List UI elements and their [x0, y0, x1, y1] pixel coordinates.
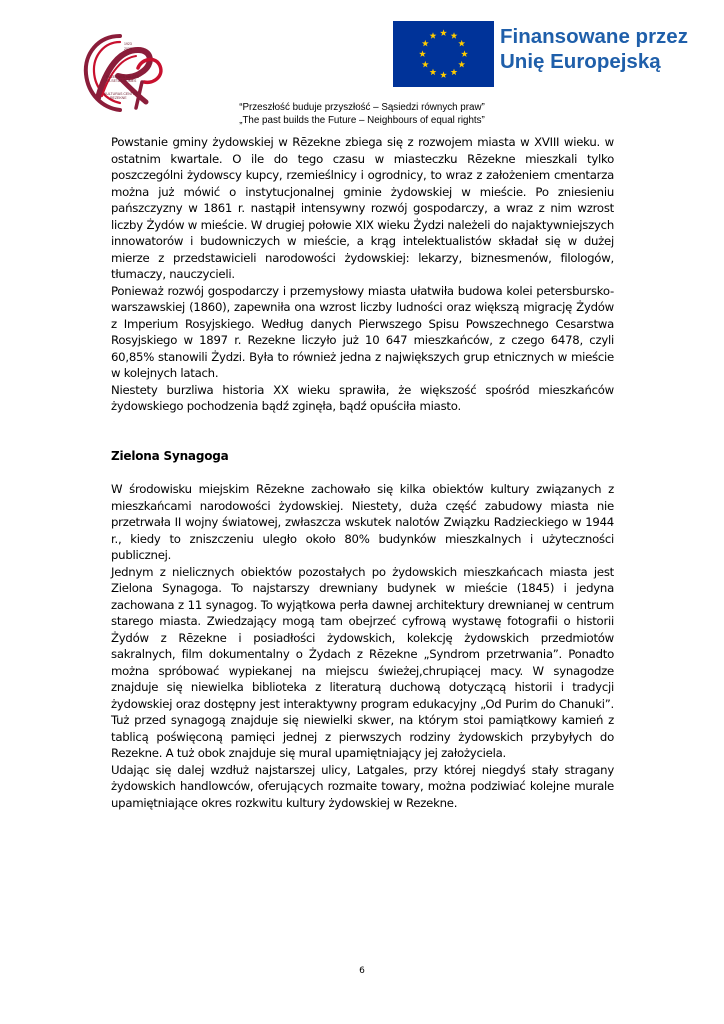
eu-star-icon: [451, 32, 458, 39]
eu-star-icon: [419, 50, 426, 57]
eu-star-icon: [440, 29, 447, 36]
body-text: [111, 134, 614, 811]
eu-star-icon: [430, 32, 437, 39]
eu-funding-line-2: Unię Europejską: [500, 50, 661, 73]
eu-star-icon: [461, 50, 468, 57]
paragraph: Jednym z nielicznych obiektów pozostałych po żydowskich mieszkańcach miasta jest Zielona Synagoga. To najstarszy drewniany budynek w mieście (1845) i jedyna zachowana z 11 synagog. To wyjątkowa perła dawnej architektury drewnianej w centrum starego miasta. Zwiedzający mogą tam obejrzeć cyfrową wystawę fotografii o historii Żydów z Rēzekne i posiadłości żydowskich, kolekcję żydowskich przedmiotów sakralnych, film dokumentalny o Żydach z Rēzekne „Syndrom przetrwania”. Ponadto można spróbować wypiekanej na miejscu świeżej,chrupiącej macy. W synagodze znajduje się niewielka biblioteka z literaturą duchową dotyczącą historii i tradycji żydowskiej oraz dostępny jest interaktywny program edukacyjny „Od Purim do Chanuki”. Tuż przed synagogą znajduje się niewielki skwer, na którym stoi pamiątkowy kamień z tablicą poświęconą pamięci jednej z pierwszych rodziny żydowskich przybyłych do Rezekne. A tuż obok znajduje się mural upamiętniający jej założyciela.: [111, 564, 614, 760]
eu-star-icon: [430, 69, 437, 76]
eu-stars-icon: [393, 21, 494, 87]
eu-star-icon: [422, 61, 429, 68]
eu-funding-line-1: Finansowane przez: [500, 25, 688, 48]
eu-star-icon: [440, 71, 447, 78]
eu-star-icon: [458, 40, 465, 47]
logo-year-1: 1923: [124, 42, 132, 46]
eu-flag-icon: [393, 21, 494, 87]
page-number: 6: [359, 966, 365, 976]
paragraph: Powstanie gminy żydowskiej w Rēzekne zbiega się z rozwojem miasta w XVIII wieku. w ostatnim kwartale. O ile do tego czasu w miasteczku Rēzekne mieszkali tylko poszczególni żydowscy kupcy, rzemieślnicy i ogrodnicy, to wraz z założeniem cmentarza można już mówić o instytucjonalnej gminie żydowskiej w mieście. Po zniesieniu pańszczyzny w 1861 r. nastąpił intensywny rozwój gospodarczy, a wraz z nim wzrost liczby Żydów w mieście. W drugiej połowie XIX wieku Żydzi należeli do najaktywniejszych innowatorów i budowniczych w mieście, a krąg intelektualistów składał się w dużej mierze z przedstawicieli narodowości żydowskiej: lekarzy, biznesmenów, filologów, tłumaczy, nauczycieli.: [111, 135, 614, 281]
eu-star-icon: [422, 40, 429, 47]
project-motto: [0, 102, 724, 127]
section-heading: Zielona Synagoga: [111, 448, 229, 463]
motto-english: „The past builds the Future – Neighbours of equal rights”: [239, 114, 485, 126]
logo-text-line-4: REZEKNE: [110, 96, 127, 100]
logo-text-line-3: KULTURAS CENTRS: [104, 92, 138, 96]
logo-text-line-2: PILSETAS DOMES: [106, 79, 137, 83]
paragraph: Udając się dalej wzdłuż najstarszej ulicy, Latgales, przy której niegdyś stały stragany żydowskich handlowców, oferujących rozmaite towary, można podziwiać kolejne murale upamiętniające okres rozkwitu kultury żydowskiej w Rezekne.: [111, 762, 614, 810]
paragraph: Ponieważ rozwój gospodarczy i przemysłowy miasta ułatwiła budowa kolei petersbursko-warszawskiej (1860), zapewniła ona wzrost liczby ludności oraz większą migrację Żydów z Imperium Rosyjskiego. Według danych Pierwszego Spisu Powszechnego Cesarstwa Rosyjskiego w 1897 r. Rezekne liczyło już 10 647 mieszkańców, z czego 6478, czyli 60,85% stanowili Żydzi. Była to również jedna z największych grup etnicznych w mieście w kolejnych latach.: [111, 283, 614, 380]
eu-funding-label: [500, 24, 700, 74]
motto-polish: “Przeszłość buduje przyszłość – Sąsiedzi równych praw”: [239, 102, 485, 113]
logo-text-line-1: REZEKNES VALSTS: [106, 75, 140, 79]
paragraph: W środowisku miejskim Rēzekne zachowało się kilka obiektów kultury związanych z mieszkańcami narodowości żydowskiej. Niestety, duża część zabudowy miasta nie przetrwała II wojny światowej, zwłaszcza wskutek nalotów Związku Radzieckiego w 1944 r., kiedy to zniszczeniu uległo około 80% budynków mieszkalnych i użyteczności publicznej.: [111, 482, 614, 562]
logo-year-2: 2023: [124, 47, 132, 51]
eu-star-icon: [451, 69, 458, 76]
paragraph: Niestety burzliwa historia XX wieku sprawiła, że większość spośród mieszkańców żydowskiego pochodzenia bądź zginęła, bądź opuściła miasto.: [111, 382, 614, 413]
eu-star-icon: [458, 61, 465, 68]
